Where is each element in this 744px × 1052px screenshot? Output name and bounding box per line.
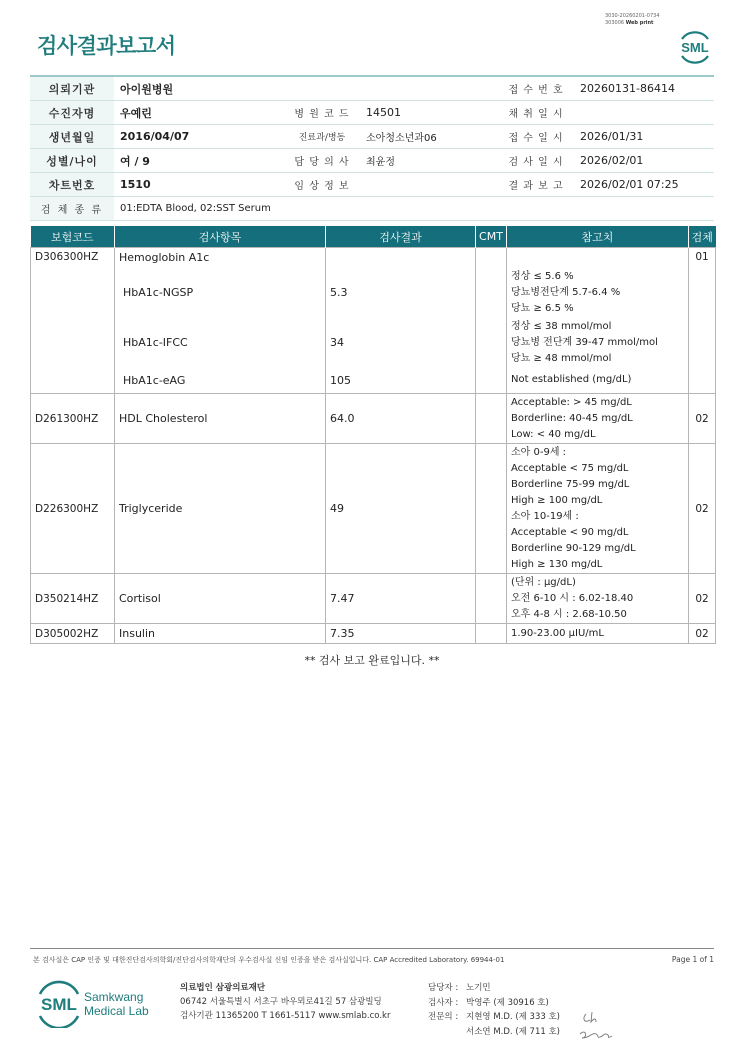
sub-test-value: 105 bbox=[326, 368, 476, 394]
ref-line: Borderline: 40-45 mg/dL bbox=[511, 412, 633, 424]
test-value: 49 bbox=[326, 444, 476, 574]
test-value: 7.47 bbox=[326, 574, 476, 624]
hospital-code-label: 병 원 코 드 bbox=[284, 101, 360, 125]
test-code: D350214HZ bbox=[31, 574, 115, 624]
sub-test-ref bbox=[507, 268, 689, 318]
dept-value: 소아청소년과06 bbox=[360, 125, 498, 149]
sub-test-value: 5.3 bbox=[326, 268, 476, 318]
patient-label: 수진자명 bbox=[30, 101, 114, 125]
test-name: Hemoglobin A1c bbox=[115, 248, 326, 268]
ref-line: Borderline 90-129 mg/dL bbox=[511, 542, 636, 554]
org-address: 06742 서울특별시 서초구 바우뫼로41길 57 삼광빌딩 bbox=[180, 997, 382, 1007]
manager-row bbox=[428, 981, 560, 996]
ref-line: Acceptable < 90 mg/dL bbox=[511, 526, 629, 538]
collect-date-value bbox=[574, 101, 714, 125]
table-row bbox=[31, 248, 716, 268]
cap-accreditation-note: 본 검사실은 CAP 인증 및 대한진단검사의학회/진단검사의학재단의 우수검사실 신임 인증을 받은 검사실입니다. CAP Accredited Laboratory. 69944-01 bbox=[33, 956, 505, 964]
ref-line: Acceptable: > 45 mg/dL bbox=[511, 396, 632, 408]
test-code: D305002HZ bbox=[31, 624, 115, 644]
receipt-no-label: 접 수 번 호 bbox=[498, 76, 574, 101]
test-value bbox=[326, 248, 476, 268]
ref-line: 당뇨병전단계 5.7-6.4 % bbox=[511, 286, 621, 298]
header-test-item: 검사항목 bbox=[115, 226, 326, 248]
test-specimen: 02 bbox=[689, 574, 716, 624]
info-row bbox=[30, 173, 714, 197]
info-row bbox=[30, 125, 714, 149]
clinical-label: 임 상 정 보 bbox=[284, 173, 360, 197]
receipt-no-value: 20260131-86414 bbox=[574, 76, 714, 101]
info-row bbox=[30, 101, 714, 125]
ref-line: 오전 6-10 시 : 6.02-18.40 bbox=[511, 592, 634, 604]
test-specimen: 02 bbox=[689, 444, 716, 574]
dob-label: 생년월일 bbox=[30, 125, 114, 149]
specialist-name-2: 서소연 M.D. (제 711 호) bbox=[466, 1026, 561, 1037]
test-cmt bbox=[476, 624, 507, 644]
ref-line: High ≥ 130 mg/dL bbox=[511, 558, 603, 570]
table-row bbox=[31, 444, 716, 574]
test-ref bbox=[507, 574, 689, 624]
doctor-label: 담 당 의 사 bbox=[284, 149, 360, 173]
ref-line: Borderline 75-99 mg/dL bbox=[511, 478, 630, 490]
print-code-line-1: 3030-20260201-0734 bbox=[605, 13, 660, 19]
test-name: Cortisol bbox=[115, 574, 326, 624]
print-code bbox=[605, 13, 660, 27]
footer-logo-name-2: Medical Lab bbox=[84, 1004, 149, 1018]
requester-label: 의뢰기관 bbox=[30, 76, 114, 101]
ref-line: 오후 4-8 시 : 2.68-10.50 bbox=[511, 608, 627, 620]
receipt-date-value: 2026/01/31 bbox=[574, 125, 714, 149]
specimen-value: 01:EDTA Blood, 02:SST Serum bbox=[114, 197, 714, 221]
test-name: HDL Cholesterol bbox=[115, 394, 326, 444]
organization-info bbox=[180, 981, 390, 1023]
test-cmt bbox=[476, 444, 507, 574]
signature-icon bbox=[576, 1008, 616, 1042]
test-date-value: 2026/02/01 bbox=[574, 149, 714, 173]
test-value: 7.35 bbox=[326, 624, 476, 644]
header-cmt: CMT bbox=[476, 226, 507, 248]
chart-value: 1510 bbox=[114, 173, 284, 197]
sex-age-value: 여 / 9 bbox=[114, 149, 284, 173]
specialist-row bbox=[428, 1010, 560, 1025]
table-row bbox=[31, 624, 716, 644]
ref-line: 당뇨병 전단계 39-47 mmol/mol bbox=[511, 336, 658, 348]
test-ref bbox=[507, 624, 689, 644]
print-code-line-2 bbox=[605, 20, 660, 27]
dept-label: 진료과/병동 bbox=[284, 125, 360, 149]
header-specimen: 검체 bbox=[689, 226, 716, 248]
sub-test-ref bbox=[507, 318, 689, 368]
table-row bbox=[31, 268, 716, 318]
sub-test-label: HbA1c-NGSP bbox=[123, 286, 194, 299]
org-name: 의료법인 삼광의료재단 bbox=[180, 983, 266, 993]
patient-info-table bbox=[30, 75, 714, 221]
chart-label: 차트번호 bbox=[30, 173, 114, 197]
ref-line: 소아 0-9세 : bbox=[511, 446, 567, 458]
sex-age-label: 성별/나이 bbox=[30, 149, 114, 173]
ref-line: 정상 ≤ 38 mmol/mol bbox=[511, 320, 612, 332]
info-row bbox=[30, 197, 714, 221]
test-cmt bbox=[476, 394, 507, 444]
report-date-value: 2026/02/01 07:25 bbox=[574, 173, 714, 197]
sml-logo-icon bbox=[676, 25, 714, 65]
ref-line: 1.90-23.00 μIU/mL bbox=[511, 627, 604, 639]
specialist-row-2 bbox=[428, 1025, 560, 1040]
test-code: D261300HZ bbox=[31, 394, 115, 444]
clinical-value bbox=[360, 173, 498, 197]
sub-test-ref bbox=[507, 368, 689, 394]
test-ref bbox=[507, 444, 689, 574]
completion-note: ** 검사 보고 완료입니다. ** bbox=[304, 654, 440, 667]
table-row bbox=[31, 318, 716, 368]
ref-line: 소아 10-19세 : bbox=[511, 510, 579, 522]
ref-line: 당뇨 ≥ 6.5 % bbox=[511, 302, 574, 314]
logo-text: SML bbox=[681, 40, 709, 55]
tester-label: 검사자 : bbox=[428, 997, 459, 1008]
specialist-label: 전문의 : bbox=[428, 1012, 459, 1022]
sub-test-value: 34 bbox=[326, 318, 476, 368]
ref-line: 당뇨 ≥ 48 mmol/mol bbox=[511, 352, 612, 364]
ref-line: High ≥ 100 mg/dL bbox=[511, 494, 603, 506]
samkwang-logo-icon bbox=[37, 980, 157, 1028]
test-code: D226300HZ bbox=[31, 444, 115, 574]
footer-divider bbox=[30, 948, 714, 949]
test-name: Insulin bbox=[115, 624, 326, 644]
ref-line: (단위 : μg/dL) bbox=[511, 576, 576, 588]
specimen-label: 검 체 종 류 bbox=[30, 197, 114, 221]
table-row bbox=[31, 368, 716, 394]
tester-row bbox=[428, 996, 560, 1011]
ref-line: 정상 ≤ 5.6 % bbox=[511, 270, 574, 282]
test-specimen: 01 bbox=[689, 248, 716, 394]
print-mode: Web print bbox=[625, 20, 654, 26]
test-date-label: 검 사 일 시 bbox=[498, 149, 574, 173]
hospital-code-value: 14501 bbox=[360, 101, 498, 125]
table-row bbox=[31, 394, 716, 444]
patient-value: 우예린 bbox=[114, 101, 284, 125]
specialist-name-1: 지현영 M.D. (제 333 호) bbox=[466, 1012, 561, 1022]
sub-test-name bbox=[115, 318, 326, 368]
ref-line: Acceptable < 75 mg/dL bbox=[511, 462, 629, 474]
header-code: 보험코드 bbox=[31, 226, 115, 248]
sub-test-name bbox=[115, 368, 326, 394]
results-header bbox=[31, 226, 716, 248]
test-ref bbox=[507, 394, 689, 444]
test-cmt bbox=[476, 574, 507, 624]
collect-date-label: 채 취 일 시 bbox=[498, 101, 574, 125]
info-row bbox=[30, 76, 714, 101]
print-code-id: 303006 bbox=[605, 20, 625, 26]
sub-test-name bbox=[115, 268, 326, 318]
sub-test-label: HbA1c-IFCC bbox=[123, 336, 188, 349]
results-table bbox=[30, 226, 716, 644]
tester-name: 박영주 (제 30916 호) bbox=[466, 997, 549, 1008]
doctor-value: 최윤정 bbox=[360, 149, 498, 173]
manager-name: 노기민 bbox=[466, 983, 491, 993]
header-result: 검사결과 bbox=[326, 226, 476, 248]
table-row bbox=[31, 574, 716, 624]
test-code: D306300HZ bbox=[31, 248, 115, 394]
dob-value: 2016/04/07 bbox=[114, 125, 284, 149]
manager-label: 담당자 : bbox=[428, 983, 459, 993]
requester-value: 아이원병원 bbox=[114, 76, 498, 101]
org-contact: 검사기관 11365200 T 1661-5117 www.smlab.co.kr bbox=[180, 1011, 391, 1021]
info-row bbox=[30, 149, 714, 173]
ref-line: Low: < 40 mg/dL bbox=[511, 428, 596, 440]
receipt-date-label: 접 수 일 시 bbox=[498, 125, 574, 149]
header-reference: 참고치 bbox=[507, 226, 689, 248]
test-ref bbox=[507, 248, 689, 268]
test-name: Triglyceride bbox=[115, 444, 326, 574]
staff-info bbox=[428, 981, 560, 1039]
report-date-label: 결 과 보 고 bbox=[498, 173, 574, 197]
test-specimen: 02 bbox=[689, 624, 716, 644]
test-specimen: 02 bbox=[689, 394, 716, 444]
test-value: 64.0 bbox=[326, 394, 476, 444]
ref-line: Not established (mg/dL) bbox=[511, 374, 632, 386]
footer-logo-text: SML bbox=[41, 995, 77, 1014]
footer-logo-name-1: Samkwang bbox=[84, 990, 144, 1004]
report-title: 검사결과보고서 bbox=[37, 34, 176, 58]
test-cmt bbox=[476, 248, 507, 394]
page-number: Page 1 of 1 bbox=[671, 955, 714, 964]
sub-test-label: HbA1c-eAG bbox=[123, 373, 186, 387]
